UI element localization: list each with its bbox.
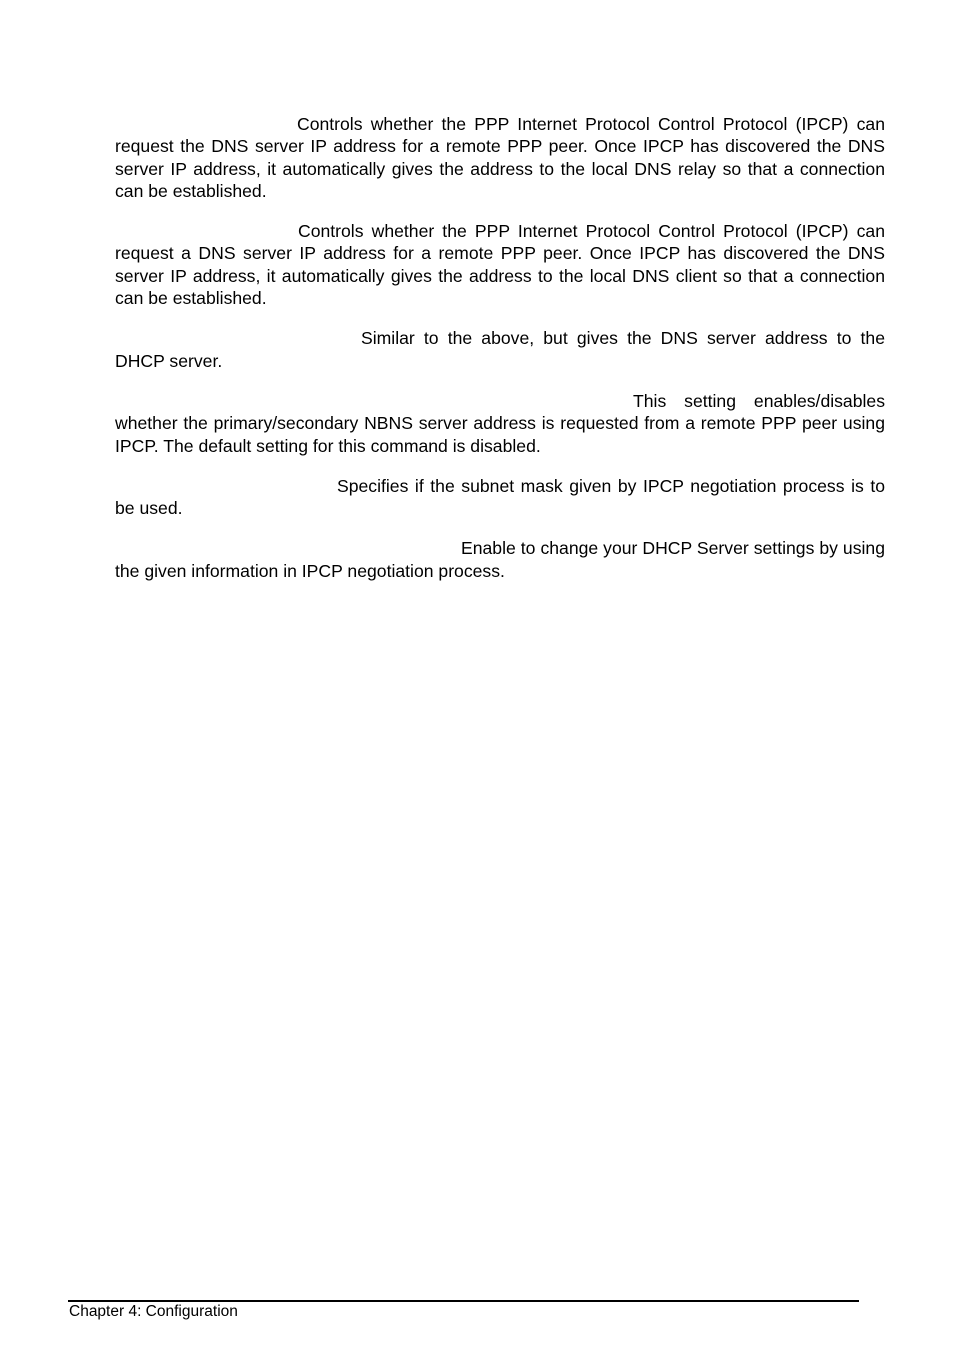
paragraph-subnet-mask bbox=[115, 475, 885, 520]
paragraph-text: Specifies if the subnet mask given by IPCP negotiation process is to be used. bbox=[115, 475, 885, 519]
paragraph-text: Similar to the above, but gives the DNS server address to the DHCP server. bbox=[115, 328, 885, 371]
paragraph-dns-client bbox=[115, 220, 885, 309]
paragraph-text: Controls whether the PPP Internet Protocol Control Protocol (IPCP) can request the DNS server IP address for a remote PPP peer. Once IPCP has discovered the DNS server IP address, it automatically gives the address to the local DNS relay so that a connection can be established. bbox=[115, 114, 885, 201]
paragraph-text: This setting enables/disables whether the primary/secondary NBNS server address is requested from a remote PPP peer using IPCP. The default setting for this command is disabled. bbox=[115, 390, 885, 456]
paragraph-nbns bbox=[115, 390, 885, 457]
paragraph-dhcp-server-dns bbox=[115, 327, 885, 372]
footer-divider bbox=[68, 1300, 859, 1302]
paragraph-dns-relay bbox=[115, 113, 885, 202]
page-body bbox=[115, 113, 885, 600]
paragraph-text: Enable to change your DHCP Server settings by using the given information in IPCP negotiation process. bbox=[115, 538, 885, 581]
paragraph-dhcp-server-settings bbox=[115, 537, 885, 582]
paragraph-text: Controls whether the PPP Internet Protocol Control Protocol (IPCP) can request a DNS server IP address for a remote PPP peer. Once IPCP has discovered the DNS server IP address, it automatically gives the address to the local DNS client so that a connection can be established. bbox=[115, 221, 885, 309]
footer-chapter-label: Chapter 4: Configuration bbox=[69, 1303, 238, 1320]
